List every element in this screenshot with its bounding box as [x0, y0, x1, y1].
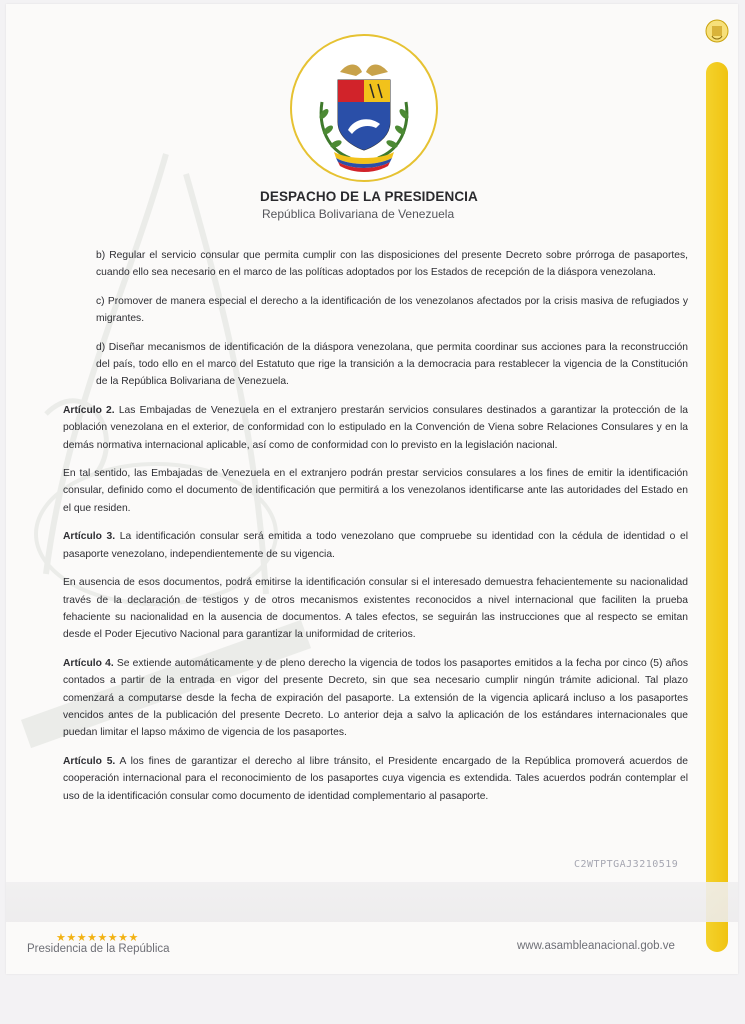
article-2	[63, 402, 688, 454]
article-3	[63, 528, 688, 563]
document-body	[63, 247, 688, 816]
article-5-label: Artículo 5.	[63, 755, 116, 767]
article-3-paragraph-2: En ausencia de esos documentos, podrá emitirse la identificación consular si el interesado demuestra fehacientemente su nacionalidad través de la declaración de testigos y de otros mecanismos existentes reconocidos a nivel internacional que faciliten la prueba fehaciente su nacionalidad en la ausencia de documentos. A tales efectos, se seguirán las instrucciones que al respecto se emitan desde el Poder Ejecutivo Nacional para garantizar la uniformidad de criterios.	[63, 577, 688, 641]
article-3-label: Artículo 3.	[63, 531, 116, 543]
gold-side-bar	[706, 62, 728, 952]
document-page	[6, 4, 738, 974]
corner-seal-icon	[704, 18, 730, 44]
article-2-paragraph-2: En tal sentido, las Embajadas de Venezuela en el extranjero podrán prestar servicios consulares a los fines de emitir la identificación consular, definido como el documento de identificación que permitirá a los venezolanos identificarse ante las autoridades del Estado en el que residen.	[63, 468, 688, 514]
paragraph-d: d) Diseñar mecanismos de identificación de la diáspora venezolana, que permita coordinar sus acciones para la reconstrucción del país, todo ello en el marco del Estatuto que rige la transición a la democracia para restablecer la vigencia de la Constitución de la República Bolivariana de Venezuela.	[96, 341, 688, 388]
coat-of-arms-seal	[288, 32, 440, 184]
footer-presidency-label: Presidencia de la República	[27, 943, 170, 955]
article-4-text: Se extiende automáticamente y de pleno derecho la vigencia de todos los pasaportes emitidos a la fecha por cinco (5) años contados a partir de la entrada en vigor del presente Decreto, sin que sea necesario cumplir ningún trámite adicional. Tal plazo comenzará a computarse desde la fecha de expiración del pasaporte. La extensión de la vigencia aplicará incluso a los pasaportes vencidos antes de la publicación del presente Decreto. Lo anterior deja a salvo la aplicación de los estándares internacionales que puedan limitar el lapso máximo de vigencia de los pasaportes.	[63, 657, 688, 739]
document-code: C2WTPTGAJ3210519	[574, 859, 679, 870]
article-4	[63, 655, 688, 742]
header-title: DESPACHO DE LA PRESIDENCIA	[260, 189, 478, 204]
footer-band	[6, 882, 738, 922]
paragraph-c: c) Promover de manera especial el derecho a la identificación de los venezolanos afectados por la crisis masiva de refugiados y migrantes.	[96, 295, 688, 325]
footer-stars: ★★★★★★★★	[56, 932, 139, 944]
article-4-label: Artículo 4.	[63, 657, 114, 669]
footer-website-link[interactable]: www.asambleanacional.gob.ve	[517, 940, 675, 952]
article-2-text: Las Embajadas de Venezuela en el extranjero prestarán servicios consulares destinados a garantizar la protección de la población venezolana en el exterior, de conformidad con lo estipulado en la Convención de Viena sobre Relaciones Consulares y en la demás normativa internacional aplicable, así como de conformidad con lo previsto en la legislación nacional.	[63, 404, 688, 451]
article-5	[63, 753, 688, 805]
paragraph-b: b) Regular el servicio consular que permita cumplir con las disposiciones del presente Decreto sobre prórroga de pasaportes, cuando ello sea necesario en el marco de las políticas adoptados por los Estados de recepción de la diáspora venezolana.	[96, 250, 688, 279]
header-subtitle: República Bolivariana de Venezuela	[262, 207, 455, 221]
article-2-label: Artículo 2.	[63, 404, 115, 416]
article-3-text: La identificación consular será emitida a todo venezolano que compruebe su identidad con la cédula de identidad o el pasaporte venezolano, independientemente de su vigencia.	[63, 531, 688, 560]
article-5-text: A los fines de garantizar el derecho al libre tránsito, el Presidente encargado de la República promoverá acuerdos de cooperación internacional para el reconocimiento de los pasaportes cuya vigencia es extendida. Tales acuerdos podrán contemplar el uso de la identificación consular como documento de identidad complementario al pasaporte.	[63, 755, 688, 802]
